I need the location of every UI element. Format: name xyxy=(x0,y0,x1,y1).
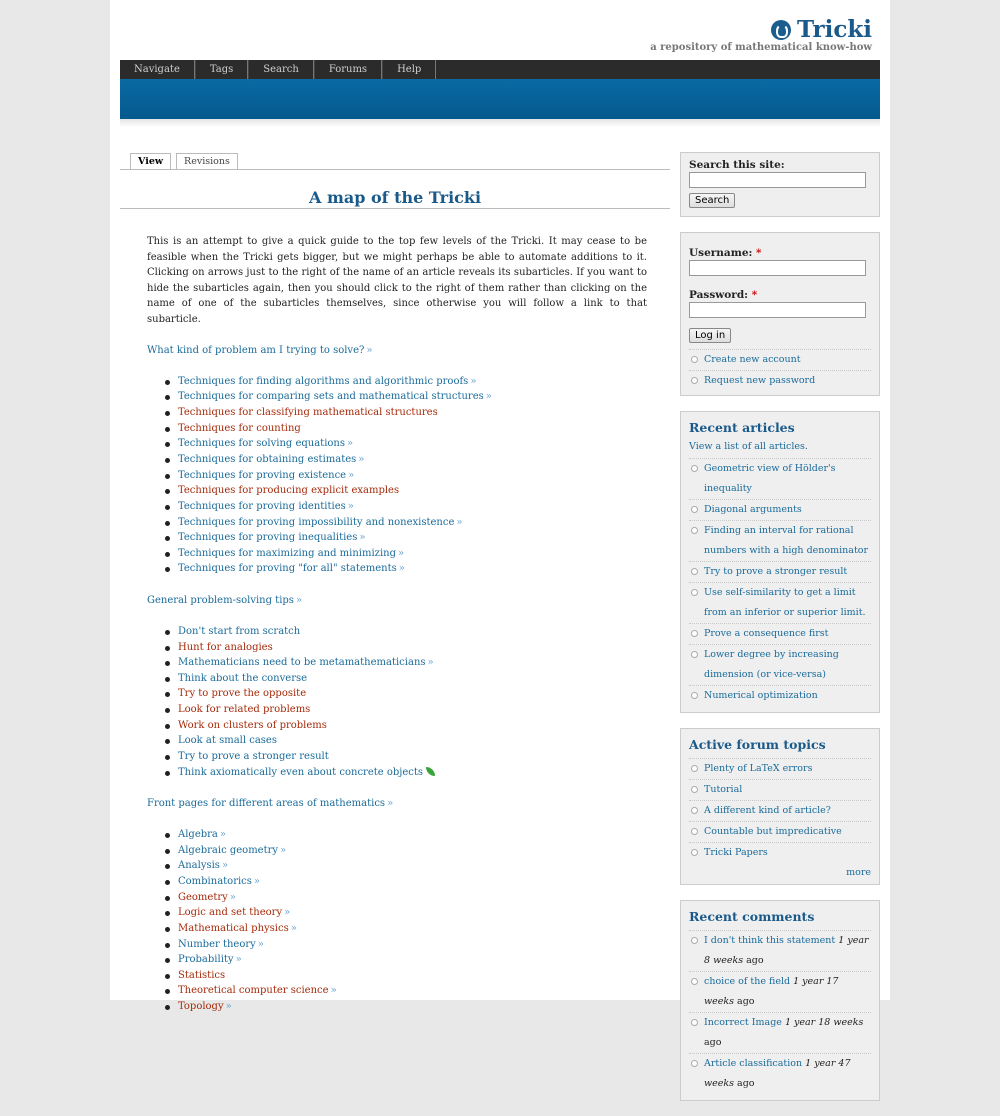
recent-comment-item xyxy=(689,971,871,1012)
section-heading[interactable] xyxy=(147,593,647,609)
article-link[interactable]: Combinatorics xyxy=(178,875,252,887)
banner-shadow xyxy=(120,119,880,127)
list-item xyxy=(178,718,647,734)
primary-nav xyxy=(120,60,880,79)
recent-article-link[interactable]: Use self-similarity to get a limit from an inferior or superior limit. xyxy=(689,582,871,623)
list-item xyxy=(178,655,647,671)
article-link[interactable]: Techniques for solving equations xyxy=(178,438,345,450)
expand-arrow-icon[interactable]: » xyxy=(221,860,226,872)
search-input[interactable] xyxy=(689,172,866,188)
comment-age-value: 1 year 17 weeks xyxy=(704,976,839,1007)
page-title: A map of the Tricki xyxy=(308,188,482,207)
map-sections xyxy=(147,343,647,1015)
list-item xyxy=(178,999,647,1015)
forum-topic-link[interactable]: Countable but impredicative xyxy=(689,821,871,842)
expand-arrow-icon[interactable]: » xyxy=(366,344,370,356)
expand-arrow-icon[interactable]: » xyxy=(280,844,284,856)
recent-article-link[interactable]: Geometric view of Hölder's inequality xyxy=(689,458,871,499)
article-link[interactable]: Techniques for obtaining estimates xyxy=(178,453,357,465)
expand-arrow-icon[interactable]: » xyxy=(456,516,460,528)
expand-arrow-icon[interactable]: » xyxy=(219,829,224,841)
comment-age-value: 1 year 47 weeks xyxy=(704,1058,851,1089)
recent-comments-list xyxy=(689,930,871,1094)
list-item xyxy=(178,530,647,546)
recent-comments-title: Recent comments xyxy=(689,909,815,924)
recent-comment-link[interactable]: I don't think this statement xyxy=(704,935,836,946)
section-link-list xyxy=(147,374,647,577)
article-link[interactable]: Number theory xyxy=(178,938,256,950)
list-item xyxy=(178,765,647,781)
list-item xyxy=(178,405,647,421)
expand-arrow-icon[interactable]: » xyxy=(358,453,362,465)
section-heading-text[interactable]: Front pages for different areas of mathematics xyxy=(147,797,386,809)
header-banner xyxy=(120,79,880,119)
nav-help[interactable]: Help xyxy=(382,60,436,79)
article-link[interactable]: Probability xyxy=(178,954,234,966)
comment-age-suffix: ago xyxy=(737,996,755,1007)
expand-arrow-icon[interactable]: » xyxy=(253,875,258,887)
list-item xyxy=(178,733,647,749)
recent-comment-item xyxy=(689,1053,871,1094)
more-forum-topics-link[interactable]: more xyxy=(846,867,871,878)
article-link[interactable]: Geometry xyxy=(178,891,228,903)
tricki-logo-icon[interactable] xyxy=(771,20,791,40)
tab-revisions[interactable]: Revisions xyxy=(176,153,238,169)
recent-articles-title: Recent articles xyxy=(689,420,795,435)
expand-arrow-icon[interactable]: » xyxy=(398,563,402,575)
article-link[interactable]: Techniques for finding algorithms and algorithmic proofs xyxy=(178,375,469,387)
forum-topic-link[interactable]: Tricki Papers xyxy=(689,842,871,863)
article-content xyxy=(147,234,647,1030)
article-link[interactable]: Don't start from scratch xyxy=(178,625,301,637)
recent-article-link[interactable]: Finding an interval for rational numbers with a high denominator xyxy=(689,520,871,561)
password-field[interactable] xyxy=(689,302,866,318)
search-block xyxy=(680,152,880,217)
username-label-text: Username: xyxy=(689,247,753,259)
view-all-articles-link[interactable]: View a list of all articles. xyxy=(689,441,808,452)
list-item xyxy=(178,468,647,484)
forum-topics-block xyxy=(680,728,880,885)
article-link[interactable]: Techniques for producing explicit examples xyxy=(178,485,400,497)
list-item xyxy=(178,921,647,937)
intro-paragraph: This is an attempt to give a quick guide to the top few levels of the Tricki. It may cease to be feasible when the Tricki gets bigger, but we might perhaps be able to automate additions to it. Clicking on arrows just to the right of the name of an article reveals its subarticles. If you want to hide the subarticles again, then you should click to the right of them rather than clicking on the name of one of the subarticles themselves, since otherwise you will follow a link to that subarticle. xyxy=(147,236,647,325)
list-item xyxy=(178,702,647,718)
recent-article-link[interactable]: Lower degree by increasing dimension (or vice-versa) xyxy=(689,644,871,685)
expand-arrow-icon[interactable]: » xyxy=(229,891,233,903)
list-item xyxy=(178,374,647,390)
article-link[interactable]: Logic and set theory xyxy=(178,907,283,919)
page xyxy=(110,0,890,1089)
list-item xyxy=(178,858,647,874)
article-link[interactable]: Techniques for classifying mathematical structures xyxy=(178,407,438,419)
username-required-mark: * xyxy=(756,247,762,259)
recent-comment-item xyxy=(689,1012,871,1053)
list-item xyxy=(178,515,647,531)
forum-topic-link[interactable]: A different kind of article? xyxy=(689,800,871,821)
recent-article-link[interactable]: Try to prove a stronger result xyxy=(689,561,871,582)
article-link[interactable]: Techniques for counting xyxy=(178,422,301,434)
expand-arrow-icon[interactable]: » xyxy=(347,438,351,450)
expand-arrow-icon[interactable]: » xyxy=(397,547,402,559)
list-item xyxy=(178,890,647,906)
article-link[interactable]: Mathematical physics xyxy=(178,922,289,934)
expand-arrow-icon[interactable]: » xyxy=(427,657,431,669)
expand-arrow-icon[interactable]: » xyxy=(347,500,351,512)
title-divider xyxy=(120,208,670,209)
site-slogan: a repository of mathematical know-how xyxy=(650,42,872,53)
search-label: Search this site: xyxy=(689,159,785,171)
section-link-list xyxy=(147,624,647,780)
article-link[interactable]: Think about the converse xyxy=(178,672,308,684)
list-item xyxy=(178,561,647,577)
expand-arrow-icon[interactable]: » xyxy=(235,954,239,966)
recent-comment-link[interactable]: choice of the field xyxy=(704,976,791,987)
article-link[interactable]: Topology xyxy=(178,1001,224,1013)
tabs-divider xyxy=(120,169,670,170)
login-button[interactable]: Log in xyxy=(689,328,731,343)
recent-article-link[interactable]: Numerical optimization xyxy=(689,685,871,706)
list-item xyxy=(178,686,647,702)
list-item xyxy=(178,937,647,953)
list-item xyxy=(178,843,647,859)
list-item xyxy=(178,546,647,562)
expand-arrow-icon[interactable]: » xyxy=(485,391,489,403)
expand-arrow-icon[interactable]: » xyxy=(359,532,363,544)
page-tabs xyxy=(130,153,243,170)
article-link[interactable]: Mathematicians need to be metamathematicians xyxy=(178,657,426,669)
article-link[interactable]: Techniques for proving inequalities xyxy=(178,532,358,544)
article-link[interactable]: Statistics xyxy=(178,969,226,981)
article-link[interactable]: Look for related problems xyxy=(178,704,311,716)
login-links xyxy=(689,349,871,391)
section-heading[interactable] xyxy=(147,796,647,812)
article-link[interactable]: Techniques for proving impossibility and nonexistence xyxy=(178,516,455,528)
section-heading-text[interactable]: General problem-solving tips xyxy=(147,594,294,606)
list-item xyxy=(178,483,647,499)
username-label xyxy=(689,247,871,259)
expand-arrow-icon[interactable]: » xyxy=(295,594,300,606)
list-item xyxy=(178,983,647,999)
article-link[interactable]: Theoretical computer science xyxy=(178,985,329,997)
password-label xyxy=(689,289,871,301)
recent-comment-link[interactable]: Article classification xyxy=(704,1058,803,1069)
section-heading[interactable] xyxy=(147,343,647,359)
article-link[interactable]: Techniques for proving identities xyxy=(178,500,346,512)
request-password-link[interactable]: Request new password xyxy=(689,370,871,391)
comment-age-suffix: ago xyxy=(746,955,764,966)
list-item xyxy=(178,952,647,968)
section-link-list xyxy=(147,827,647,1015)
forum-topics-list xyxy=(689,758,871,863)
tab-view[interactable]: View xyxy=(130,153,171,170)
list-item xyxy=(178,421,647,437)
login-block xyxy=(680,232,880,396)
list-item xyxy=(178,389,647,405)
list-item xyxy=(178,640,647,656)
forum-topic-link[interactable]: Plenty of LaTeX errors xyxy=(689,758,871,779)
site-name[interactable]: Tricki xyxy=(797,16,872,43)
article-link[interactable]: Analysis xyxy=(178,860,220,872)
list-item xyxy=(178,436,647,452)
nav-search[interactable]: Search xyxy=(248,60,314,79)
section-heading-text[interactable]: What kind of problem am I trying to solve? xyxy=(147,344,365,356)
list-item xyxy=(178,968,647,984)
recent-articles-block xyxy=(680,411,880,713)
list-item xyxy=(178,499,647,515)
comment-age-suffix: ago xyxy=(704,1037,722,1048)
expand-arrow-icon[interactable]: » xyxy=(225,1001,229,1013)
list-item xyxy=(178,671,647,687)
article-link[interactable]: Try to prove a stronger result xyxy=(178,750,329,762)
list-item xyxy=(178,749,647,765)
list-item xyxy=(178,874,647,890)
comment-age-value: 1 year 8 weeks xyxy=(704,935,869,966)
comment-age-suffix: ago xyxy=(737,1078,755,1089)
expand-arrow-icon[interactable]: » xyxy=(290,922,294,934)
nav-forums[interactable]: Forums xyxy=(314,60,382,79)
recent-articles-list xyxy=(689,458,871,706)
recent-comments-block xyxy=(680,900,880,1101)
password-label-text: Password: xyxy=(689,289,749,301)
nav-tags[interactable]: Tags xyxy=(195,60,248,79)
forum-topic-link[interactable]: Tutorial xyxy=(689,779,871,800)
site-title[interactable] xyxy=(771,16,872,43)
article-link[interactable]: Work on clusters of problems xyxy=(178,719,327,731)
leaf-icon xyxy=(426,767,435,776)
list-item xyxy=(178,452,647,468)
expand-arrow-icon[interactable]: » xyxy=(470,375,474,387)
article-link[interactable]: Hunt for analogies xyxy=(178,641,273,653)
expand-arrow-icon[interactable]: » xyxy=(284,907,288,919)
nav-navigate[interactable]: Navigate xyxy=(120,60,195,79)
article-link[interactable]: Try to prove the opposite xyxy=(178,688,307,700)
expand-arrow-icon[interactable]: » xyxy=(348,469,352,481)
list-item xyxy=(178,827,647,843)
expand-arrow-icon[interactable]: » xyxy=(387,797,391,809)
password-required-mark: * xyxy=(751,289,758,301)
list-item xyxy=(178,624,647,640)
article-link[interactable]: Techniques for proving existence xyxy=(178,469,347,481)
article-link[interactable]: Algebra xyxy=(178,829,218,841)
expand-arrow-icon[interactable]: » xyxy=(257,938,261,950)
article-link[interactable]: Techniques for comparing sets and mathematical structures xyxy=(178,391,484,403)
recent-article-link[interactable]: Diagonal arguments xyxy=(689,499,871,520)
article-link[interactable]: Algebraic geometry xyxy=(178,844,279,856)
create-account-link[interactable]: Create new account xyxy=(689,349,871,370)
article-link[interactable]: Look at small cases xyxy=(178,735,277,747)
sidebar xyxy=(680,152,880,1116)
recent-comment-link[interactable]: Incorrect Image xyxy=(704,1017,782,1028)
username-field[interactable] xyxy=(689,260,866,276)
recent-article-link[interactable]: Prove a consequence first xyxy=(689,623,871,644)
article-link[interactable]: Think axiomatically even about concrete objects xyxy=(178,766,424,778)
expand-arrow-icon[interactable]: » xyxy=(330,985,334,997)
recent-comment-item xyxy=(689,930,871,971)
search-button[interactable]: Search xyxy=(689,193,735,208)
list-item xyxy=(178,905,647,921)
article-link[interactable]: Techniques for maximizing and minimizing xyxy=(178,547,396,559)
comment-age-value: 1 year 18 weeks xyxy=(784,1017,864,1028)
forum-topics-title: Active forum topics xyxy=(689,737,826,752)
article-link[interactable]: Techniques for proving "for all" statements xyxy=(178,563,397,575)
